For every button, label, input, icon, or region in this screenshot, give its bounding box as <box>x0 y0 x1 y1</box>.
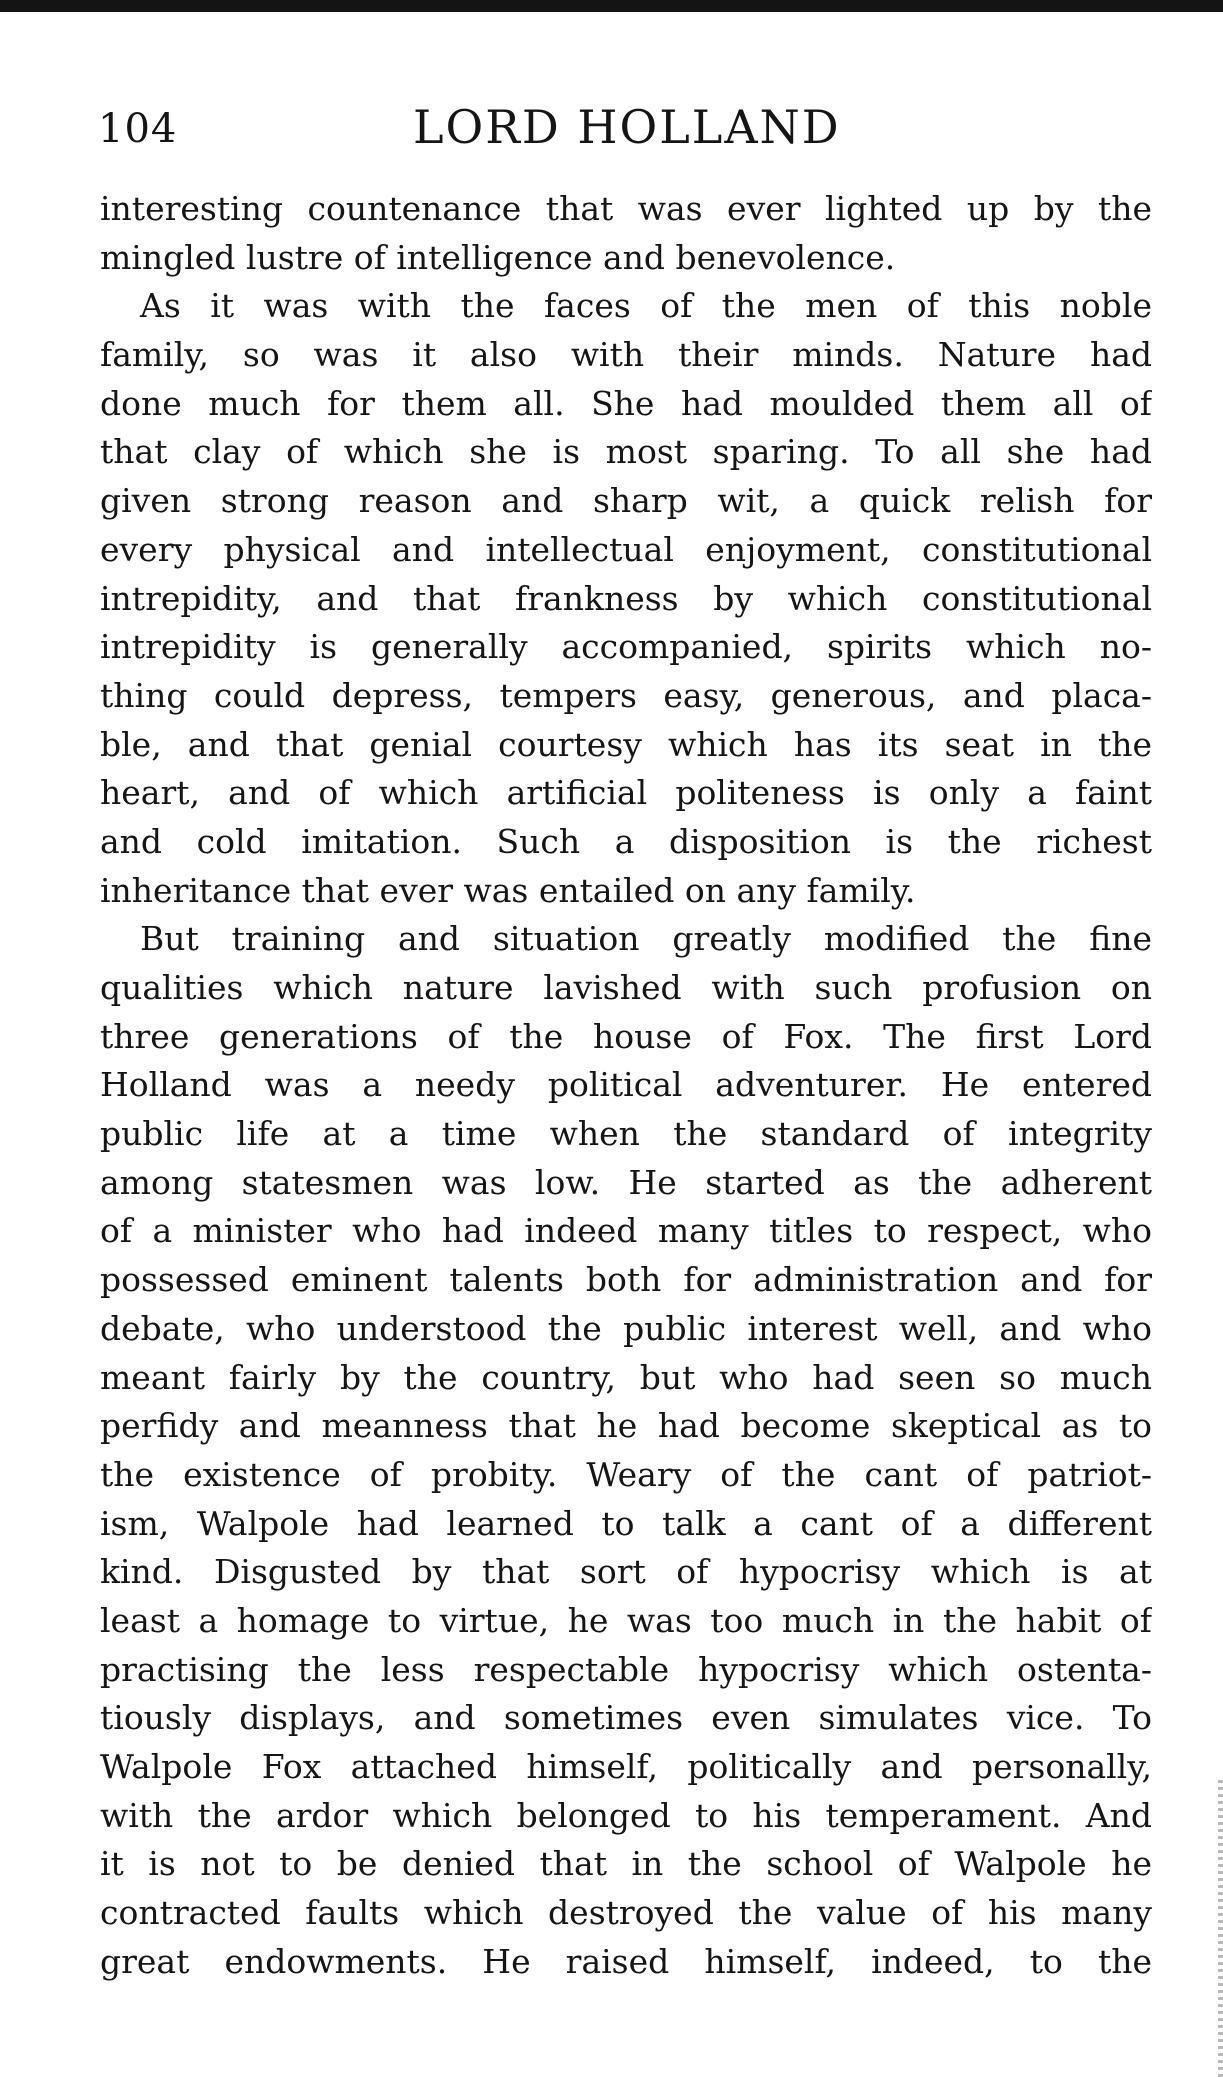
text-line: interesting countenance that was ever lighted up by the <box>100 189 1152 228</box>
text-line: But training and situation greatly modified the fine <box>140 919 1152 959</box>
page-number: 104 <box>98 106 178 152</box>
text-line: public life at a time when the standard of integrity <box>100 1114 1152 1154</box>
text-line: perfidy and meanness that he had become skeptical as to <box>100 1406 1152 1446</box>
top-border-rule <box>0 0 1223 12</box>
text-line: mingled lustre of intelligence and benevolence. <box>100 237 896 277</box>
text-line: contracted faults which destroyed the value of his many <box>100 1893 1152 1933</box>
page-edge-shadow <box>1218 1780 1223 2077</box>
text-line: and cold imitation. Such a disposition is the richest <box>100 821 1152 861</box>
text-line: done much for them all. She had moulded them all of <box>100 383 1152 423</box>
text-line: every physical and intellectual enjoyment, constitutional <box>100 529 1152 569</box>
text-line: family, so was it also with their minds. Nature had <box>100 335 1152 375</box>
text-line: ism, Walpole had learned to talk a cant of a different <box>100 1503 1152 1543</box>
text-line: possessed eminent talents both for administration and for <box>100 1260 1152 1300</box>
text-line: it is not to be denied that in the school of Walpole he <box>100 1844 1152 1884</box>
text-line: heart, and of which artificial politeness is only a faint <box>100 773 1152 813</box>
text-line: three generations of the house of Fox. The first Lord <box>100 1016 1152 1056</box>
body-text <box>100 185 1152 1986</box>
text-line: tiously displays, and sometimes even simulates vice. To <box>100 1698 1152 1738</box>
text-line: with the ardor which belonged to his temperament. And <box>100 1795 1152 1835</box>
text-line: meant fairly by the country, but who had seen so much <box>100 1357 1152 1397</box>
text-line: ble, and that genial courtesy which has its seat in the <box>100 724 1152 764</box>
text-line: qualities which nature lavished with such profusion on <box>100 968 1152 1007</box>
text-line: debate, who understood the public interest well, and who <box>100 1308 1152 1348</box>
text-line: Holland was a needy political adventurer. He entered <box>100 1065 1152 1105</box>
text-line: Walpole Fox attached himself, politically and personally, <box>100 1747 1152 1786</box>
text-line: intrepidity, and that frankness by which constitutional <box>100 578 1152 618</box>
text-line: thing could depress, tempers easy, generous, and placa- <box>100 675 1152 715</box>
text-line: the existence of probity. Weary of the cant of patriot- <box>100 1454 1152 1494</box>
running-head: LORD HOLLAND <box>413 100 841 154</box>
text-line: inheritance that ever was entailed on any family. <box>100 870 916 910</box>
text-line: intrepidity is generally accompanied, spirits which no- <box>100 627 1152 667</box>
text-line: among statesmen was low. He started as the adherent <box>100 1162 1152 1202</box>
text-line: given strong reason and sharp wit, a quick relish for <box>100 481 1152 521</box>
text-line: of a minister who had indeed many titles to respect, who <box>100 1211 1152 1251</box>
text-line: that clay of which she is most sparing. To all she had <box>100 432 1152 472</box>
text-line: practising the less respectable hypocrisy which ostenta- <box>100 1649 1152 1689</box>
page-header <box>98 100 1152 160</box>
text-line: As it was with the faces of the men of this noble <box>140 286 1152 326</box>
text-line: least a homage to virtue, he was too much in the habit of <box>100 1600 1152 1640</box>
text-line: kind. Disgusted by that sort of hypocrisy which is at <box>100 1552 1152 1592</box>
text-line: great endowments. He raised himself, indeed, to the <box>100 1941 1152 1981</box>
